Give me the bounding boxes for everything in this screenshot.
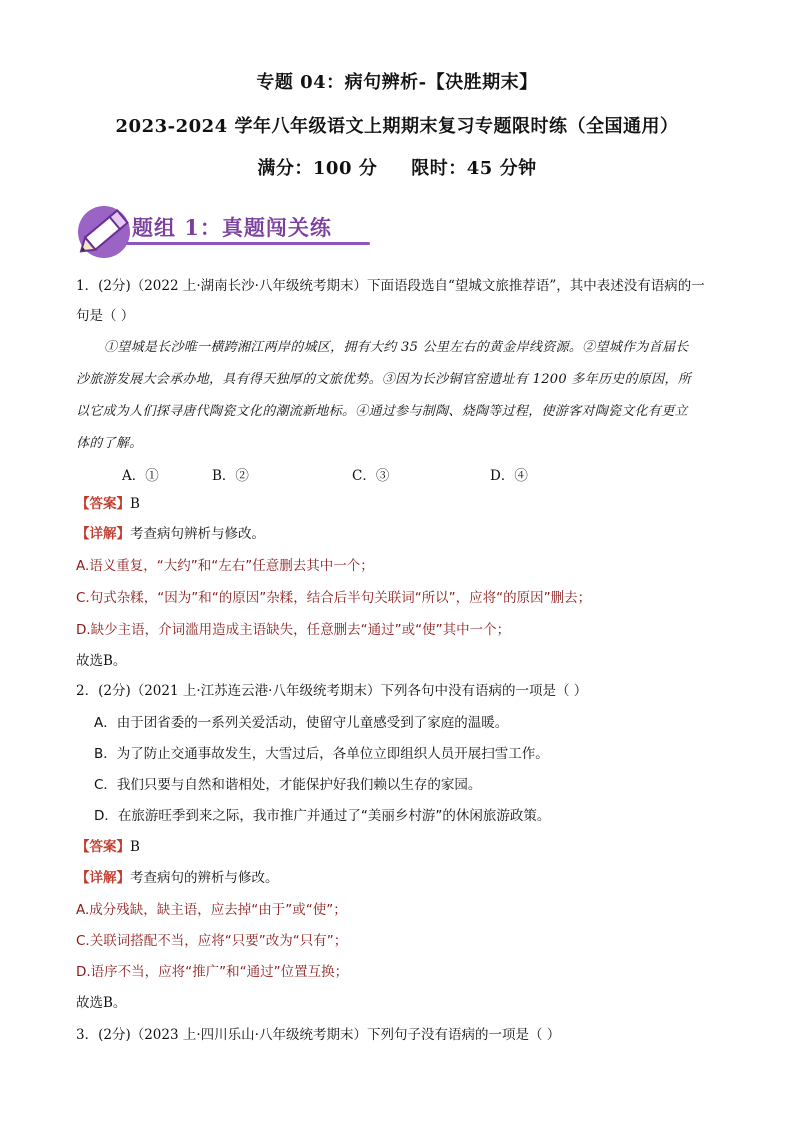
score-time-line	[0, 154, 794, 180]
q1-answer	[76, 494, 140, 514]
q2-analysis-d: D.语序不当，应将“推广”和“通过”位置互换；	[76, 964, 349, 980]
q1-passage-line: ①望城是长沙唯一横跨湘江两岸的城区，拥有大约 35 公里左右的黄金岸线资源。②望城作为首届长	[104, 340, 689, 355]
q2-analysis-a: A.成分残缺，缺主语，应去掉“由于”或“使”；	[76, 902, 347, 918]
q1-passage-line: 体的了解。	[76, 436, 143, 451]
answer-tag: 【答案】	[76, 496, 130, 512]
q1-conclusion: 故选B。	[76, 653, 127, 669]
q2-answer	[76, 837, 140, 857]
doc-title: 专题 04：病句辨析-【决胜期末】	[256, 72, 538, 93]
q2-analysis-c: C.关联词搭配不当，应将“只要”改为“只有”；	[76, 933, 348, 949]
q2-option-c: C．我们只要与自然和谐相处，才能保护好我们赖以生存的家园。	[94, 777, 482, 793]
time-limit: 限时：45 分钟	[411, 158, 537, 179]
answer-value: B	[130, 839, 140, 855]
q1-option-c: C．③	[352, 468, 390, 484]
q1-option-a: A．①	[122, 468, 159, 484]
q2-stem: 2．(2分)（2021 上·江苏连云港·八年级统考期末）下列各句中没有语病的一项是（ ）	[76, 683, 588, 699]
q2-conclusion: 故选B。	[76, 995, 127, 1011]
q1-stem-line1: 1．(2分)（2022 上·湖南长沙·八年级统考期末）下面语段选自“望城文旅推荐语”，其中表述没有语病的一	[76, 278, 705, 294]
q2-option-d: D．在旅游旺季到来之际，我市推广并通过了“美丽乡村游”的休闲旅游政策。	[94, 808, 551, 824]
doc-subtitle: 2023-2024 学年八年级语文上期期末复习专题限时练（全国通用）	[115, 116, 679, 137]
q2-detail	[76, 868, 279, 888]
q1-analysis-a: A.语义重复，“大约”和“左右”任意删去其中一个；	[76, 558, 374, 574]
q3-stem: 3．(2分)（2023 上·四川乐山·八年级统考期末）下列句子没有语病的一项是（ ）	[76, 1027, 561, 1043]
q1-passage-line: 沙旅游发展大会承办地，具有得天独厚的文旅优势。③因为长沙铜官窑遗址有 1200 多年历史的原因，所	[76, 372, 692, 387]
q1-analysis-d: D.缺少主语，介词滥用造成主语缺失，任意删去“通过”或“使”其中一个；	[76, 622, 511, 638]
answer-tag: 【答案】	[76, 839, 130, 855]
detail-tag: 【详解】	[76, 870, 130, 886]
pencil-icon	[76, 206, 130, 258]
q1-passage-line: 以它成为人们探寻唐代陶瓷文化的潮流新地标。④通过参与制陶、烧陶等过程，使游客对陶瓷文化有更立	[76, 404, 688, 419]
q2-option-b: B．为了防止交通事故发生，大雪过后，各单位立即组织人员开展扫雪工作。	[94, 746, 549, 762]
q2-option-a: A．由于团省委的一系列关爱活动，使留守儿童感受到了家庭的温暖。	[94, 715, 509, 731]
q1-option-d: D．④	[490, 468, 528, 484]
q1-analysis-c: C.句式杂糅，“因为”和“的原因”杂糅，结合后半句关联词“所以”，应将“的原因”删去；	[76, 590, 592, 606]
full-score: 满分：100 分	[257, 158, 378, 179]
q1-passage	[76, 338, 722, 454]
answer-value: B	[130, 496, 140, 512]
q1-option-b: B．②	[212, 468, 249, 484]
banner-title: 题组 1：真题闯关练	[132, 215, 332, 240]
banner-underline	[126, 242, 370, 245]
q1-stem-line2: 句是（ ）	[76, 308, 135, 324]
detail-text: 考查病句的辨析与修改。	[130, 870, 279, 886]
q1-detail	[76, 524, 265, 544]
detail-text: 考查病句辨析与修改。	[130, 526, 265, 542]
detail-tag: 【详解】	[76, 526, 130, 542]
